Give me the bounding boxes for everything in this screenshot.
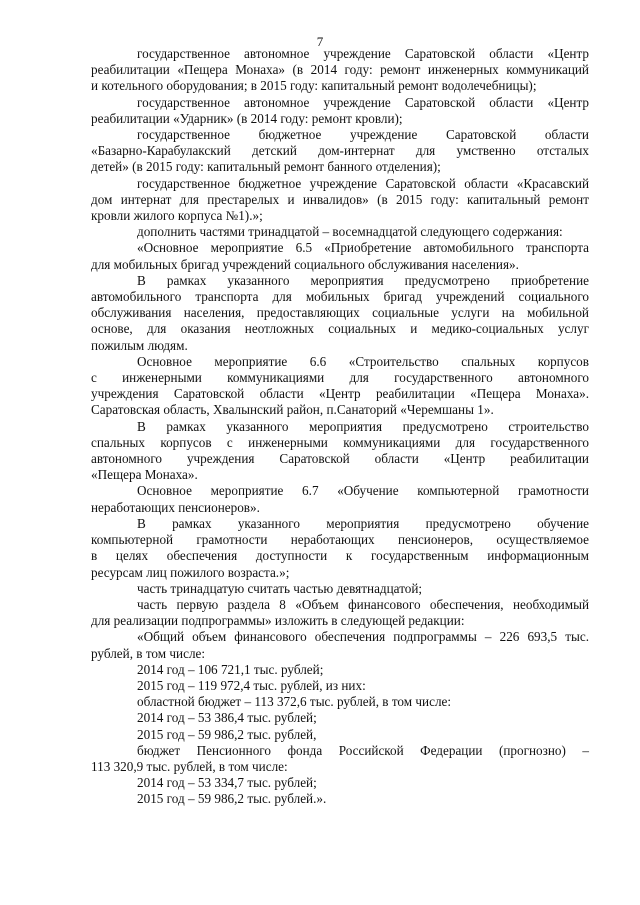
text-line: с инженерными коммуникациями для государственного автономного	[91, 370, 589, 386]
text-line: компьютерной грамотности неработающих пенсионеров, осуществляемое	[91, 532, 589, 548]
text-line: В рамках указанного мероприятия предусмотрено строительство	[137, 418, 589, 434]
text-line: «Основное мероприятие 6.5 «Приобретение автомобильного транспорта	[137, 240, 589, 256]
text-line: государственное автономное учреждение Саратовской области «Центр	[137, 94, 589, 110]
text-line: Основное мероприятие 6.6 «Строительство спальных корпусов	[137, 353, 589, 369]
text-line: 2014 год – 53 386,4 тыс. рублей;	[137, 710, 317, 726]
text-line: «Базарно-Карабулакский детский дом-интернат для умственно отсталых	[91, 143, 589, 159]
text-line: неработающих пенсионеров».	[91, 499, 260, 515]
text-line: реабилитации «Ударник» (в 2014 году: ремонт кровли);	[91, 110, 403, 126]
text-line: детей» (в 2015 году: капитальный ремонт банного отделения);	[91, 159, 441, 175]
text-line: дом интернат для престарелых и инвалидов» (в 2015 году: капитальный ремонт	[91, 191, 589, 207]
text-line: для реализации подпрограммы» изложить в следующей редакции:	[91, 613, 465, 629]
text-line: В рамках указанного мероприятия предусмотрено обучение	[137, 515, 589, 531]
text-line: государственное автономное учреждение Саратовской области «Центр	[137, 46, 589, 61]
text-line: 2014 год – 53 334,7 тыс. рублей;	[137, 775, 317, 791]
text-line: автомобильного транспорта для мобильных бригад учреждений социального	[91, 289, 589, 305]
text-line: учреждения Саратовской области «Центр реабилитации «Пещера Монаха».	[91, 386, 589, 402]
text-line: 2015 год – 119 972,4 тыс. рублей, из них:	[137, 677, 366, 693]
text-line: Саратовская область, Хвалынский район, п.Санаторий «Черемшаны 1».	[91, 402, 494, 418]
text-line: часть первую раздела 8 «Объем финансового обеспечения, необходимый	[137, 596, 589, 612]
text-line: В рамках указанного мероприятия предусмотрено приобретение	[137, 272, 589, 288]
text-line: и котельного оборудования; в 2015 году: капитальный ремонт водолечебницы);	[91, 78, 537, 94]
text-line: в целях обеспечения доступности к государственным информационным	[91, 548, 589, 564]
text-line: бюджет Пенсионного фонда Российской Федерации (прогнозно) –	[137, 742, 589, 758]
page-number: 7	[316, 34, 324, 49]
text-line: кровли жилого корпуса №1).»;	[91, 208, 263, 224]
text-line: пожилым людям.	[91, 337, 188, 353]
text-line: дополнить частями тринадцатой – восемнадцатой следующего содержания:	[137, 224, 563, 240]
text-line: спальных корпусов с инженерными коммуникациями для государственного	[91, 434, 589, 450]
document-body	[91, 46, 589, 808]
text-line: 2015 год – 59 986,2 тыс. рублей.».	[137, 791, 327, 807]
text-line: обслуживания населения, предоставляющих социальные услуги на мобильной	[91, 305, 589, 321]
text-line: рублей, в том числе:	[91, 645, 206, 661]
text-line: 2015 год – 59 986,2 тыс. рублей,	[137, 726, 317, 742]
text-line: основе, для оказания неотложных социальных и медико-социальных услуг	[91, 321, 589, 337]
text-line: 2014 год – 106 721,1 тыс. рублей;	[137, 661, 324, 677]
text-line: Основное мероприятие 6.7 «Обучение компьютерной грамотности	[137, 483, 589, 499]
text-line: государственное бюджетное учреждение Саратовской области	[137, 127, 589, 143]
text-line: реабилитации «Пещера Монаха» (в 2014 году: ремонт инженерных коммуникаций	[91, 62, 589, 78]
text-line: ресурсам лиц пожилого возраста.»;	[91, 564, 290, 580]
text-line: для мобильных бригад учреждений социального обслуживания населения».	[91, 256, 519, 272]
text-line: часть тринадцатую считать частью девятнадцатой;	[137, 580, 423, 596]
text-line: 113 320,9 тыс. рублей, в том числе:	[91, 758, 288, 774]
text-line: областной бюджет – 113 372,6 тыс. рублей, в том числе:	[137, 694, 452, 710]
text-line: государственное бюджетное учреждение Саратовской области «Красавский	[137, 175, 589, 191]
text-line: «Пещера Монаха».	[91, 467, 198, 483]
text-line: автономного учреждения Саратовской области «Центр реабилитации	[91, 451, 589, 467]
text-line: «Общий объем финансового обеспечения подпрограммы – 226 693,5 тыс.	[137, 629, 589, 645]
